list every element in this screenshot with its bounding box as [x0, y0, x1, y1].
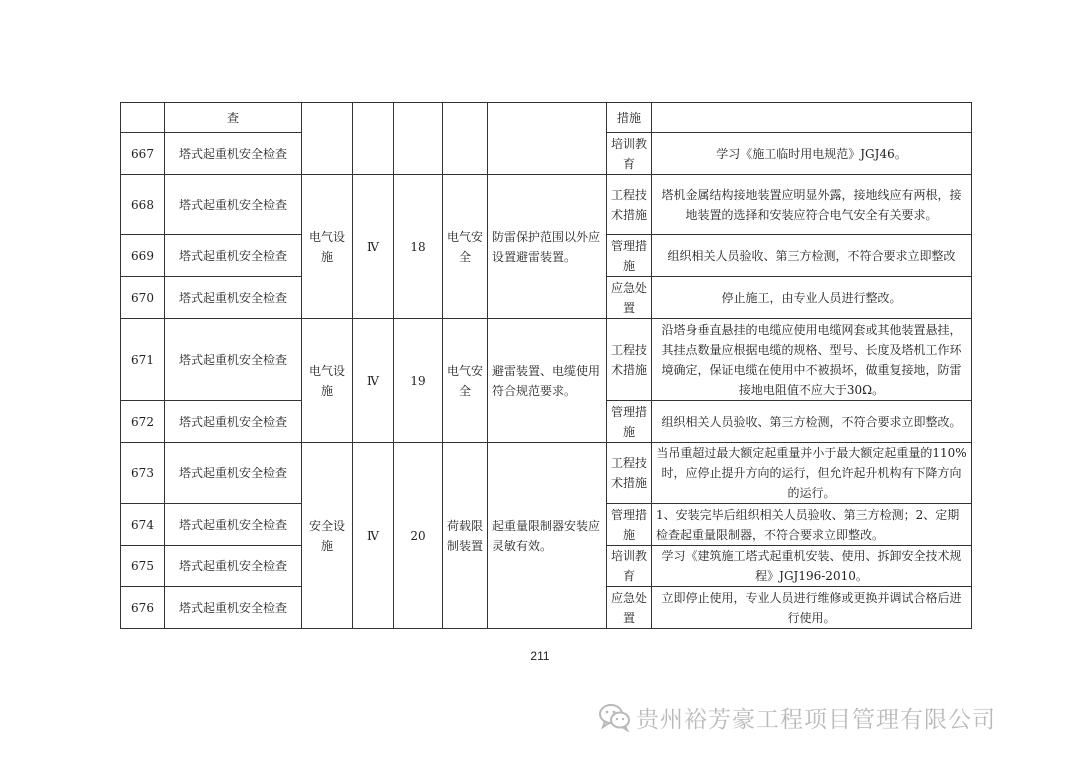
measure-text: 塔机金属结构接地装置应明显外露，接地线应有两根，接地装置的选择和安装应符合电气安全有关要求。 [652, 175, 972, 235]
measure-text: 立即停止使用，专业人员进行维修或更换并调试合格后进行使用。 [652, 587, 972, 629]
risk-description: 起重量限制器安装应灵敏有效。 [488, 443, 607, 629]
check-item: 塔式起重机安全检查 [165, 401, 302, 443]
check-item: 塔式起重机安全检查 [165, 443, 302, 504]
measure-text: 停止施工，由专业人员进行整改。 [652, 277, 972, 319]
row-number: 676 [121, 587, 165, 629]
row-number: 669 [121, 235, 165, 277]
table-row [121, 175, 972, 235]
check-item: 塔式起重机安全检查 [165, 504, 302, 546]
measure-text: 组织相关人员验收、第三方检测，不符合要求立即整改 [652, 235, 972, 277]
risk-level: Ⅳ [353, 319, 394, 443]
wechat-icon [598, 702, 632, 732]
check-item: 塔式起重机安全检查 [165, 277, 302, 319]
row-number: 671 [121, 319, 165, 401]
hazard-type: 电气安全 [443, 319, 488, 443]
measure-text: 当吊重超过最大额定起重量并小于最大额定起重量的110%时，应停止提升方向的运行，但允许起升机构有下降方向的运行。 [652, 443, 972, 504]
row-number [121, 103, 165, 133]
empty-cell [488, 103, 607, 175]
measure-text: 学习《建筑施工塔式起重机安装、使用、拆卸安全技术规程》JGJ196-2010。 [652, 546, 972, 587]
measure-type: 培训教育 [607, 546, 652, 587]
measure-text: 沿塔身垂直悬挂的电缆应使用电缆网套或其他装置悬挂，其挂点数量应根据电缆的规格、型号、长度及塔机工作环境确定，保证电缆在使用中不被损坏，做重复接地，防雷接地电阻值不应大于30Ω。 [652, 319, 972, 401]
measure-type: 管理措施 [607, 401, 652, 443]
measure-text: 1、安装完毕后组织相关人员验收、第三方检测；2、定期检查起重量限制器，不符合要求立即整改。 [652, 504, 972, 546]
hazard-table [120, 102, 972, 629]
table-row [121, 443, 972, 504]
category: 安全设施 [302, 443, 353, 629]
measure-type: 工程技术措施 [607, 175, 652, 235]
risk-description: 防雷保护范围以外应设置避雷装置。 [488, 175, 607, 319]
check-item: 塔式起重机安全检查 [165, 175, 302, 235]
empty-cell [394, 103, 443, 175]
sequence-number: 18 [394, 175, 443, 319]
watermark-text: 贵州裕芳豪工程项目管理有限公司 [636, 706, 996, 733]
sequence-number: 19 [394, 319, 443, 443]
row-number: 667 [121, 133, 165, 175]
measure-type: 工程技术措施 [607, 443, 652, 504]
hazard-type: 荷载限制装置 [443, 443, 488, 629]
sequence-number: 20 [394, 443, 443, 629]
category: 电气设施 [302, 319, 353, 443]
table-row [121, 319, 972, 401]
check-item: 查 [165, 103, 302, 133]
empty-cell [302, 103, 353, 175]
measure-text [652, 103, 972, 133]
category: 电气设施 [302, 175, 353, 319]
check-item: 塔式起重机安全检查 [165, 133, 302, 175]
row-number: 670 [121, 277, 165, 319]
row-number: 675 [121, 546, 165, 587]
measure-type: 管理措施 [607, 235, 652, 277]
row-number: 673 [121, 443, 165, 504]
check-item: 塔式起重机安全检查 [165, 546, 302, 587]
measure-text: 组织相关人员验收、第三方检测，不符合要求立即整改。 [652, 401, 972, 443]
measure-type: 管理措施 [607, 504, 652, 546]
row-number: 674 [121, 504, 165, 546]
empty-cell [443, 103, 488, 175]
row-number: 668 [121, 175, 165, 235]
measure-type: 工程技术措施 [607, 319, 652, 401]
risk-description: 避雷装置、电缆使用符合规范要求。 [488, 319, 607, 443]
row-number: 672 [121, 401, 165, 443]
check-item: 塔式起重机安全检查 [165, 319, 302, 401]
hazard-type: 电气安全 [443, 175, 488, 319]
risk-level: Ⅳ [353, 443, 394, 629]
table-row [121, 103, 972, 133]
check-item: 塔式起重机安全检查 [165, 587, 302, 629]
measure-type: 措施 [607, 103, 652, 133]
empty-cell [353, 103, 394, 175]
page-number: 211 [530, 649, 550, 663]
check-item: 塔式起重机安全检查 [165, 235, 302, 277]
measure-type: 培训教育 [607, 133, 652, 175]
measure-type: 应急处置 [607, 277, 652, 319]
measure-type: 应急处置 [607, 587, 652, 629]
measure-text: 学习《施工临时用电规范》JGJ46。 [652, 133, 972, 175]
risk-level: Ⅳ [353, 175, 394, 319]
watermark [598, 702, 996, 732]
